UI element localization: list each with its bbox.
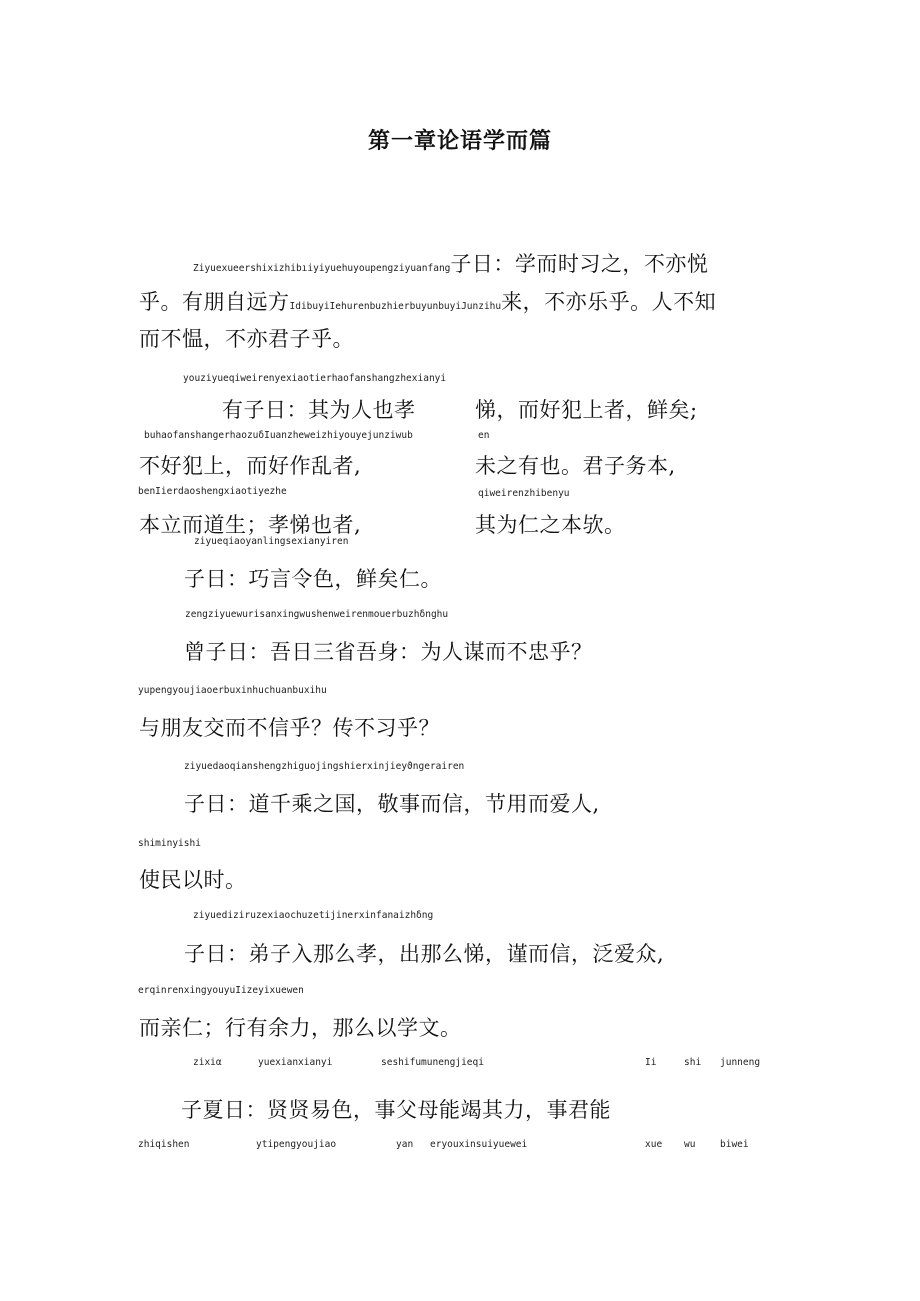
pinyin-inline: IdibuyiIehurenbuzhierbuyunbuyiJunzihu — [289, 301, 502, 312]
pinyin-line: zengziyuewurisanxingwushenweirenmouerbuzhδnghu — [185, 609, 449, 620]
pinyin-line: ziyuedaoqianshengzhiguojingshierxinjieyϑngerairen — [184, 761, 465, 772]
pinyin-line: en — [478, 430, 490, 441]
text-segment: 子日：学而时习之，不亦悦 — [450, 252, 709, 276]
text-line: 子日：弟子入那么孝，出那么悌，谨而信，泛爱众, — [184, 942, 665, 966]
pinyin-line: qiweirenzhibenyu — [478, 488, 570, 499]
pinyin-word: yuexianxianyi — [258, 1057, 333, 1068]
pinyin-word: yan — [396, 1139, 414, 1150]
text-line: 本立而道生；孝悌也者, — [139, 513, 362, 537]
pinyin-line: ziyuediziruzexiaochuzetijinerxinfanaizhδng — [193, 910, 434, 921]
text-line: 与朋友交而不信乎？传不习乎？ — [139, 716, 440, 740]
text-line: 子日：巧言令色，鲜矣仁。 — [184, 567, 442, 591]
text-line: 悌，而好犯上者，鲜矣; — [475, 398, 698, 422]
text-line: 未之有也。君子务本, — [475, 454, 676, 478]
text-line: 有子日：其为人也孝 — [222, 398, 416, 422]
pinyin-inline: Ziyuexueershixizhibıiyiyuehuyoupengziyuanfang — [193, 263, 451, 274]
pinyin-word: shi — [684, 1057, 702, 1068]
pinyin-word: eryouxinsuiyuewei — [430, 1139, 528, 1150]
text-segment: 乎。有朋自远方 — [139, 290, 290, 314]
pinyin-word: xue — [645, 1139, 663, 1150]
pinyin-word: Ii — [645, 1057, 657, 1068]
pinyin-line: yupengyoujiaoerbuxinhuchuanbuxihu — [138, 685, 327, 696]
pinyin-word: wu — [684, 1139, 696, 1150]
text-line: 子夏日：贤贤易色，事父母能竭其力，事君能 — [181, 1098, 611, 1122]
text-line: 而亲仁；行有余力，那么以学文。 — [139, 1016, 462, 1040]
pinyin-word: seshifumunengjieqi — [381, 1057, 484, 1068]
paragraph-1-line-1 — [193, 250, 708, 283]
pinyin-line: buhaofanshangerhaozuδIuanzheweizhiyouyejunziwub — [144, 430, 413, 441]
text-line: 曾子日：吾日三省吾身：为人谋而不忠乎？ — [184, 640, 593, 664]
pinyin-word: zhiqishen — [138, 1139, 190, 1150]
pinyin-line: shiminyishi — [138, 838, 201, 849]
pinyin-word: junneng — [720, 1057, 761, 1068]
pinyin-word: biwei — [720, 1139, 749, 1150]
page-title: 第一章论语学而篇 — [367, 129, 552, 154]
pinyin-line: ziyueqiaoyanlingsexianyiren — [194, 536, 349, 547]
text-segment: 来，不亦乐乎。人不知 — [501, 290, 717, 314]
paragraph-1-line-2 — [139, 288, 716, 321]
text-line: 其为仁之本欤。 — [475, 513, 626, 537]
pinyin-word: zixiα — [193, 1057, 222, 1068]
pinyin-word: ytipengyoujiao — [256, 1139, 337, 1150]
pinyin-line: benIierdaoshengxiaotiyezhe — [138, 486, 287, 497]
text-line: 子日：道千乘之国，敬事而信，节用而爱人, — [184, 792, 600, 816]
text-line: 不好犯上，而好作乱者, — [139, 454, 362, 478]
pinyin-line: youziyueqiweirenyexiaotierhaofanshangzhexianyi — [183, 373, 447, 384]
text-line: 使民以时。 — [139, 868, 247, 892]
pinyin-line: erqinrenxingyouyuIizeyixuewen — [138, 985, 304, 996]
paragraph-1-line-3: 而不愠，不亦君子乎。 — [139, 327, 354, 351]
